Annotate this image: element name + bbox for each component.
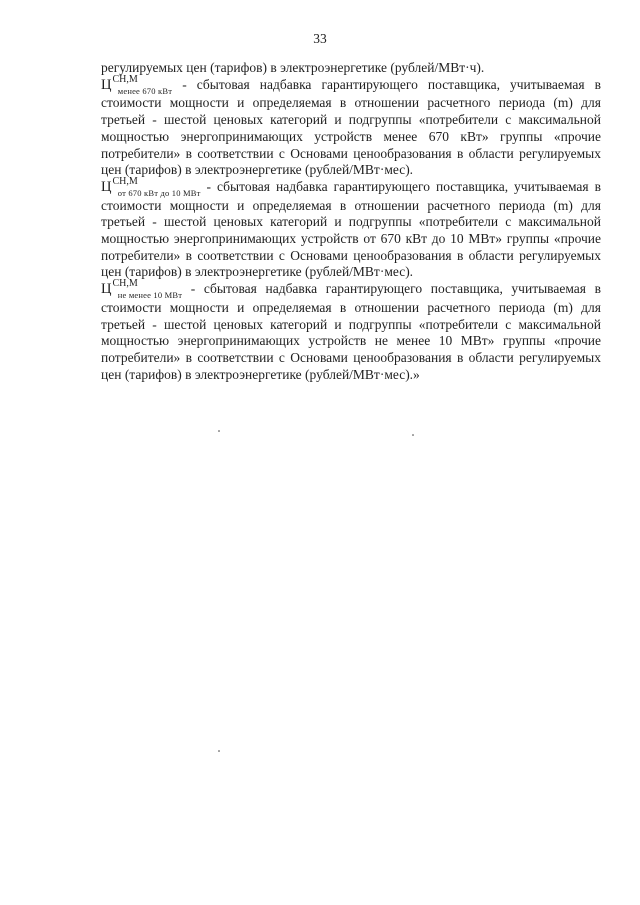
definition-not-less-10mw bbox=[101, 278, 601, 383]
tariff-symbol: $Ц^{СН,М}_{от 670 кВт до 10 МВт}$ bbox=[101, 175, 201, 198]
definition-text: - сбытовая надбавка гарантирующего поставщика, учитываемая в стоимости мощности и определяемая в отношении расчетного периода (m) для третьей - шестой ценовых категорий и подгруппы «потребители с максимальной мощностью энергопринимающих устройств менее 670 кВт» группы «прочие потребители» в соответствии с Основами ценообразования в области регулируемых цен (тарифов) в электроэнергетике (рублей/МВт·мес). bbox=[101, 76, 601, 178]
definition-670kw-10mw bbox=[101, 175, 601, 281]
tariff-symbol: $Ц^{СН,М}_{менее 670 кВт}$ bbox=[101, 73, 173, 96]
scan-speck bbox=[218, 430, 220, 432]
paragraph-continuation: регулируемых цен (тарифов) в электроэнергетике (рублей/МВт·ч). bbox=[101, 60, 485, 75]
tariff-symbol: $Ц^{СН,М}_{не менее 10 МВт}$ bbox=[101, 278, 183, 301]
page-number: 33 bbox=[313, 31, 327, 46]
scan-speck bbox=[218, 750, 220, 752]
definition-text: - сбытовая надбавка гарантирующего поставщика, учитываемая в стоимости мощности и определяемая в отношении расчетного периода (m) для третьей - шестой ценовых категорий и подгруппы «потребители с максимальной мощностью энергопринимающих устройств не менее 10 МВт» группы «прочие потребители» в соответствии с Основами ценообразования в области регулируемых цен (тарифов) в электроэнергетике (рублей/МВт·мес).» bbox=[101, 281, 601, 382]
definition-text: - сбытовая надбавка гарантирующего поставщика, учитываемая в стоимости мощности и определяемая в отношении расчетного периода (m) для третьей - шестой ценовых категорий и подгруппы «потребители с максимальной мощностью энергопринимающих устройств от 670 кВт до 10 МВт» группы «прочие потребители» в соответствии с Основами ценообразования в области регулируемых цен (тарифов) в электроэнергетике (рублей/МВт·мес). bbox=[101, 178, 601, 280]
scan-speck bbox=[412, 434, 414, 436]
definition-less-670kw bbox=[101, 73, 601, 179]
document-body bbox=[101, 60, 601, 383]
